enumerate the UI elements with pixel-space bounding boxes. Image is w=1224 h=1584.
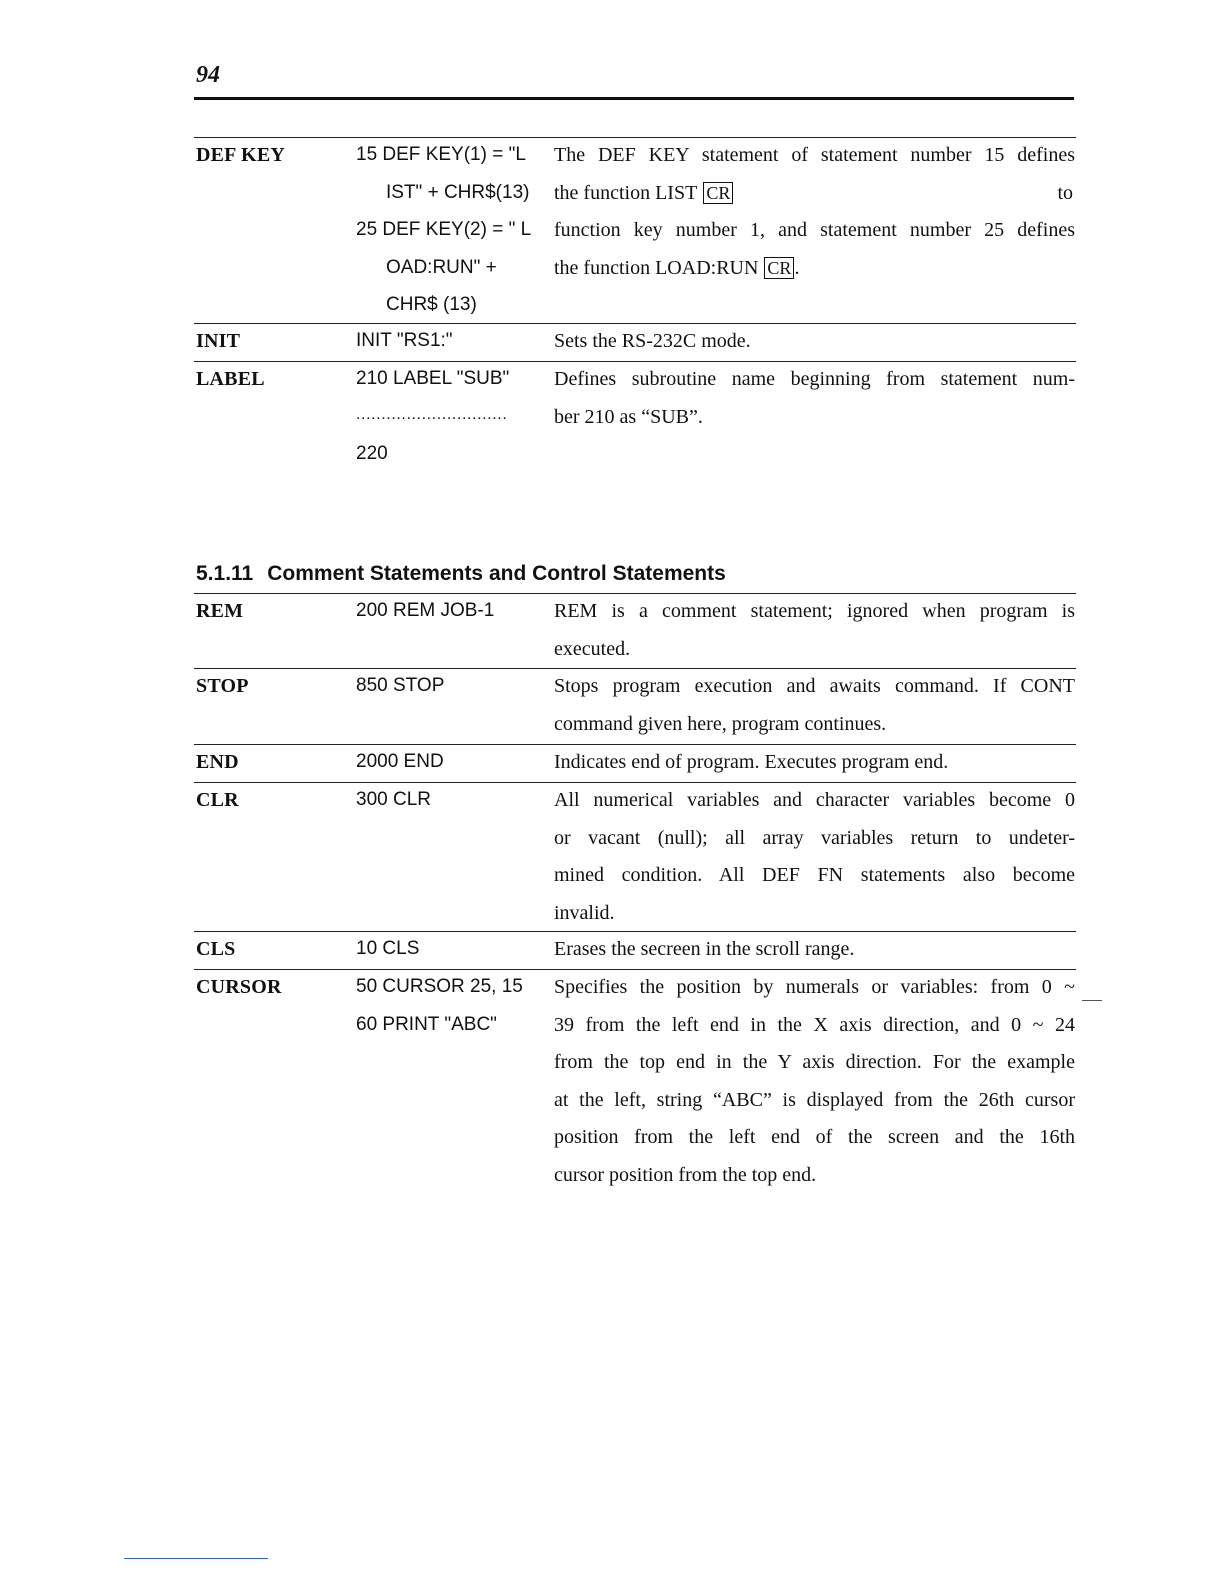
cr-key-icon: CR	[764, 257, 794, 279]
description-line: cursor position from the top end.	[554, 1163, 817, 1186]
margin-mark	[1082, 1000, 1102, 1001]
cr-key-icon: CR	[703, 182, 733, 204]
entry-end	[194, 744, 1076, 783]
example-line: 50 CURSOR 25, 15	[356, 976, 523, 997]
example-line: IST" + CHR$(13)	[386, 181, 530, 203]
description-line: position from the left end of the screen and the 16th	[554, 1126, 1075, 1148]
description-text: to	[1057, 181, 1073, 204]
description-line: Erases the secreen in the scroll range.	[554, 938, 855, 960]
header-rule	[194, 97, 1074, 100]
example-line: OAD:RUN" +	[386, 256, 497, 278]
description-line: Sets the RS-232C mode.	[554, 330, 751, 352]
description-line: Indicates end of program. Executes program end.	[554, 751, 949, 773]
description-line: Specifies the position by numerals or variables: from 0 ~	[554, 976, 1075, 998]
description-line: ber 210 as “SUB”.	[554, 405, 703, 428]
example-line: INIT "RS1:"	[356, 330, 453, 351]
entry-cls	[194, 931, 1076, 970]
example-line: 200 REM JOB-1	[356, 600, 495, 621]
entry-stop	[194, 668, 1076, 744]
example-line: 25 DEF KEY(2) = " L	[356, 219, 532, 240]
description-line: 39 from the left end in the X axis direction, and 0 ~ 24	[554, 1013, 1075, 1036]
description-line: REM is a comment statement; ignored when program is	[554, 600, 1075, 622]
entry-def-key	[194, 137, 1076, 326]
keyword: CLS	[196, 938, 236, 960]
entry-rem	[194, 593, 1076, 669]
example-line: 60 PRINT "ABC"	[356, 1013, 497, 1035]
description-line: function key number 1, and statement number 25 defines	[554, 219, 1075, 241]
description-line	[554, 257, 1075, 280]
description-line: The DEF KEY statement of statement number 15 defines	[554, 144, 1075, 166]
example-dots: ..............................	[356, 405, 508, 423]
example-line: 2000 END	[356, 751, 444, 772]
keyword: INIT	[196, 330, 241, 352]
example-line: CHR$ (13)	[386, 294, 477, 315]
section-heading	[196, 562, 726, 586]
description-line: Stops program execution and awaits command. If CONT	[554, 675, 1075, 697]
description-text: .	[794, 256, 800, 279]
keyword: LABEL	[196, 368, 265, 390]
keyword: CLR	[196, 789, 239, 811]
keyword: STOP	[196, 675, 249, 697]
description-text: the function LOAD:RUN	[554, 256, 759, 279]
example-line: 15 DEF KEY(1) = "L	[356, 144, 526, 165]
section-number: 5.1.11	[196, 562, 254, 585]
description-line: mined condition. All DEF FN statements also become	[554, 864, 1075, 886]
keyword: DEF KEY	[196, 144, 285, 166]
example-line: 850 STOP	[356, 675, 445, 696]
description-line: or vacant (null); all array variables return to undeter-	[554, 826, 1075, 849]
example-line: 210 LABEL "SUB"	[356, 368, 510, 389]
example-line: 10 CLS	[356, 938, 420, 959]
entry-init	[194, 323, 1076, 362]
description-line: at the left, string “ABC” is displayed from the 26th cursor	[554, 1088, 1075, 1111]
description-line	[554, 182, 1075, 205]
example-line: 300 CLR	[356, 789, 431, 810]
entry-label	[194, 361, 1076, 475]
description-line: All numerical variables and character variables become 0	[554, 789, 1075, 811]
keyword: CURSOR	[196, 976, 282, 998]
description-line: command given here, program continues.	[554, 712, 887, 735]
keyword: REM	[196, 600, 244, 622]
description-text: the function LIST	[554, 181, 698, 204]
entry-cursor	[194, 969, 1076, 1195]
keyword: END	[196, 751, 239, 773]
description-line: Defines subroutine name beginning from statement num-	[554, 368, 1075, 390]
footer-rule	[124, 1558, 268, 1559]
entry-clr	[194, 782, 1076, 933]
page-number: 94	[196, 62, 220, 88]
section-title: Comment Statements and Control Statements	[267, 562, 726, 585]
description-line: executed.	[554, 637, 631, 660]
description-line: from the top end in the Y axis direction. For the example	[554, 1051, 1075, 1073]
description-line: invalid.	[554, 901, 615, 924]
example-line: 220	[356, 443, 388, 464]
